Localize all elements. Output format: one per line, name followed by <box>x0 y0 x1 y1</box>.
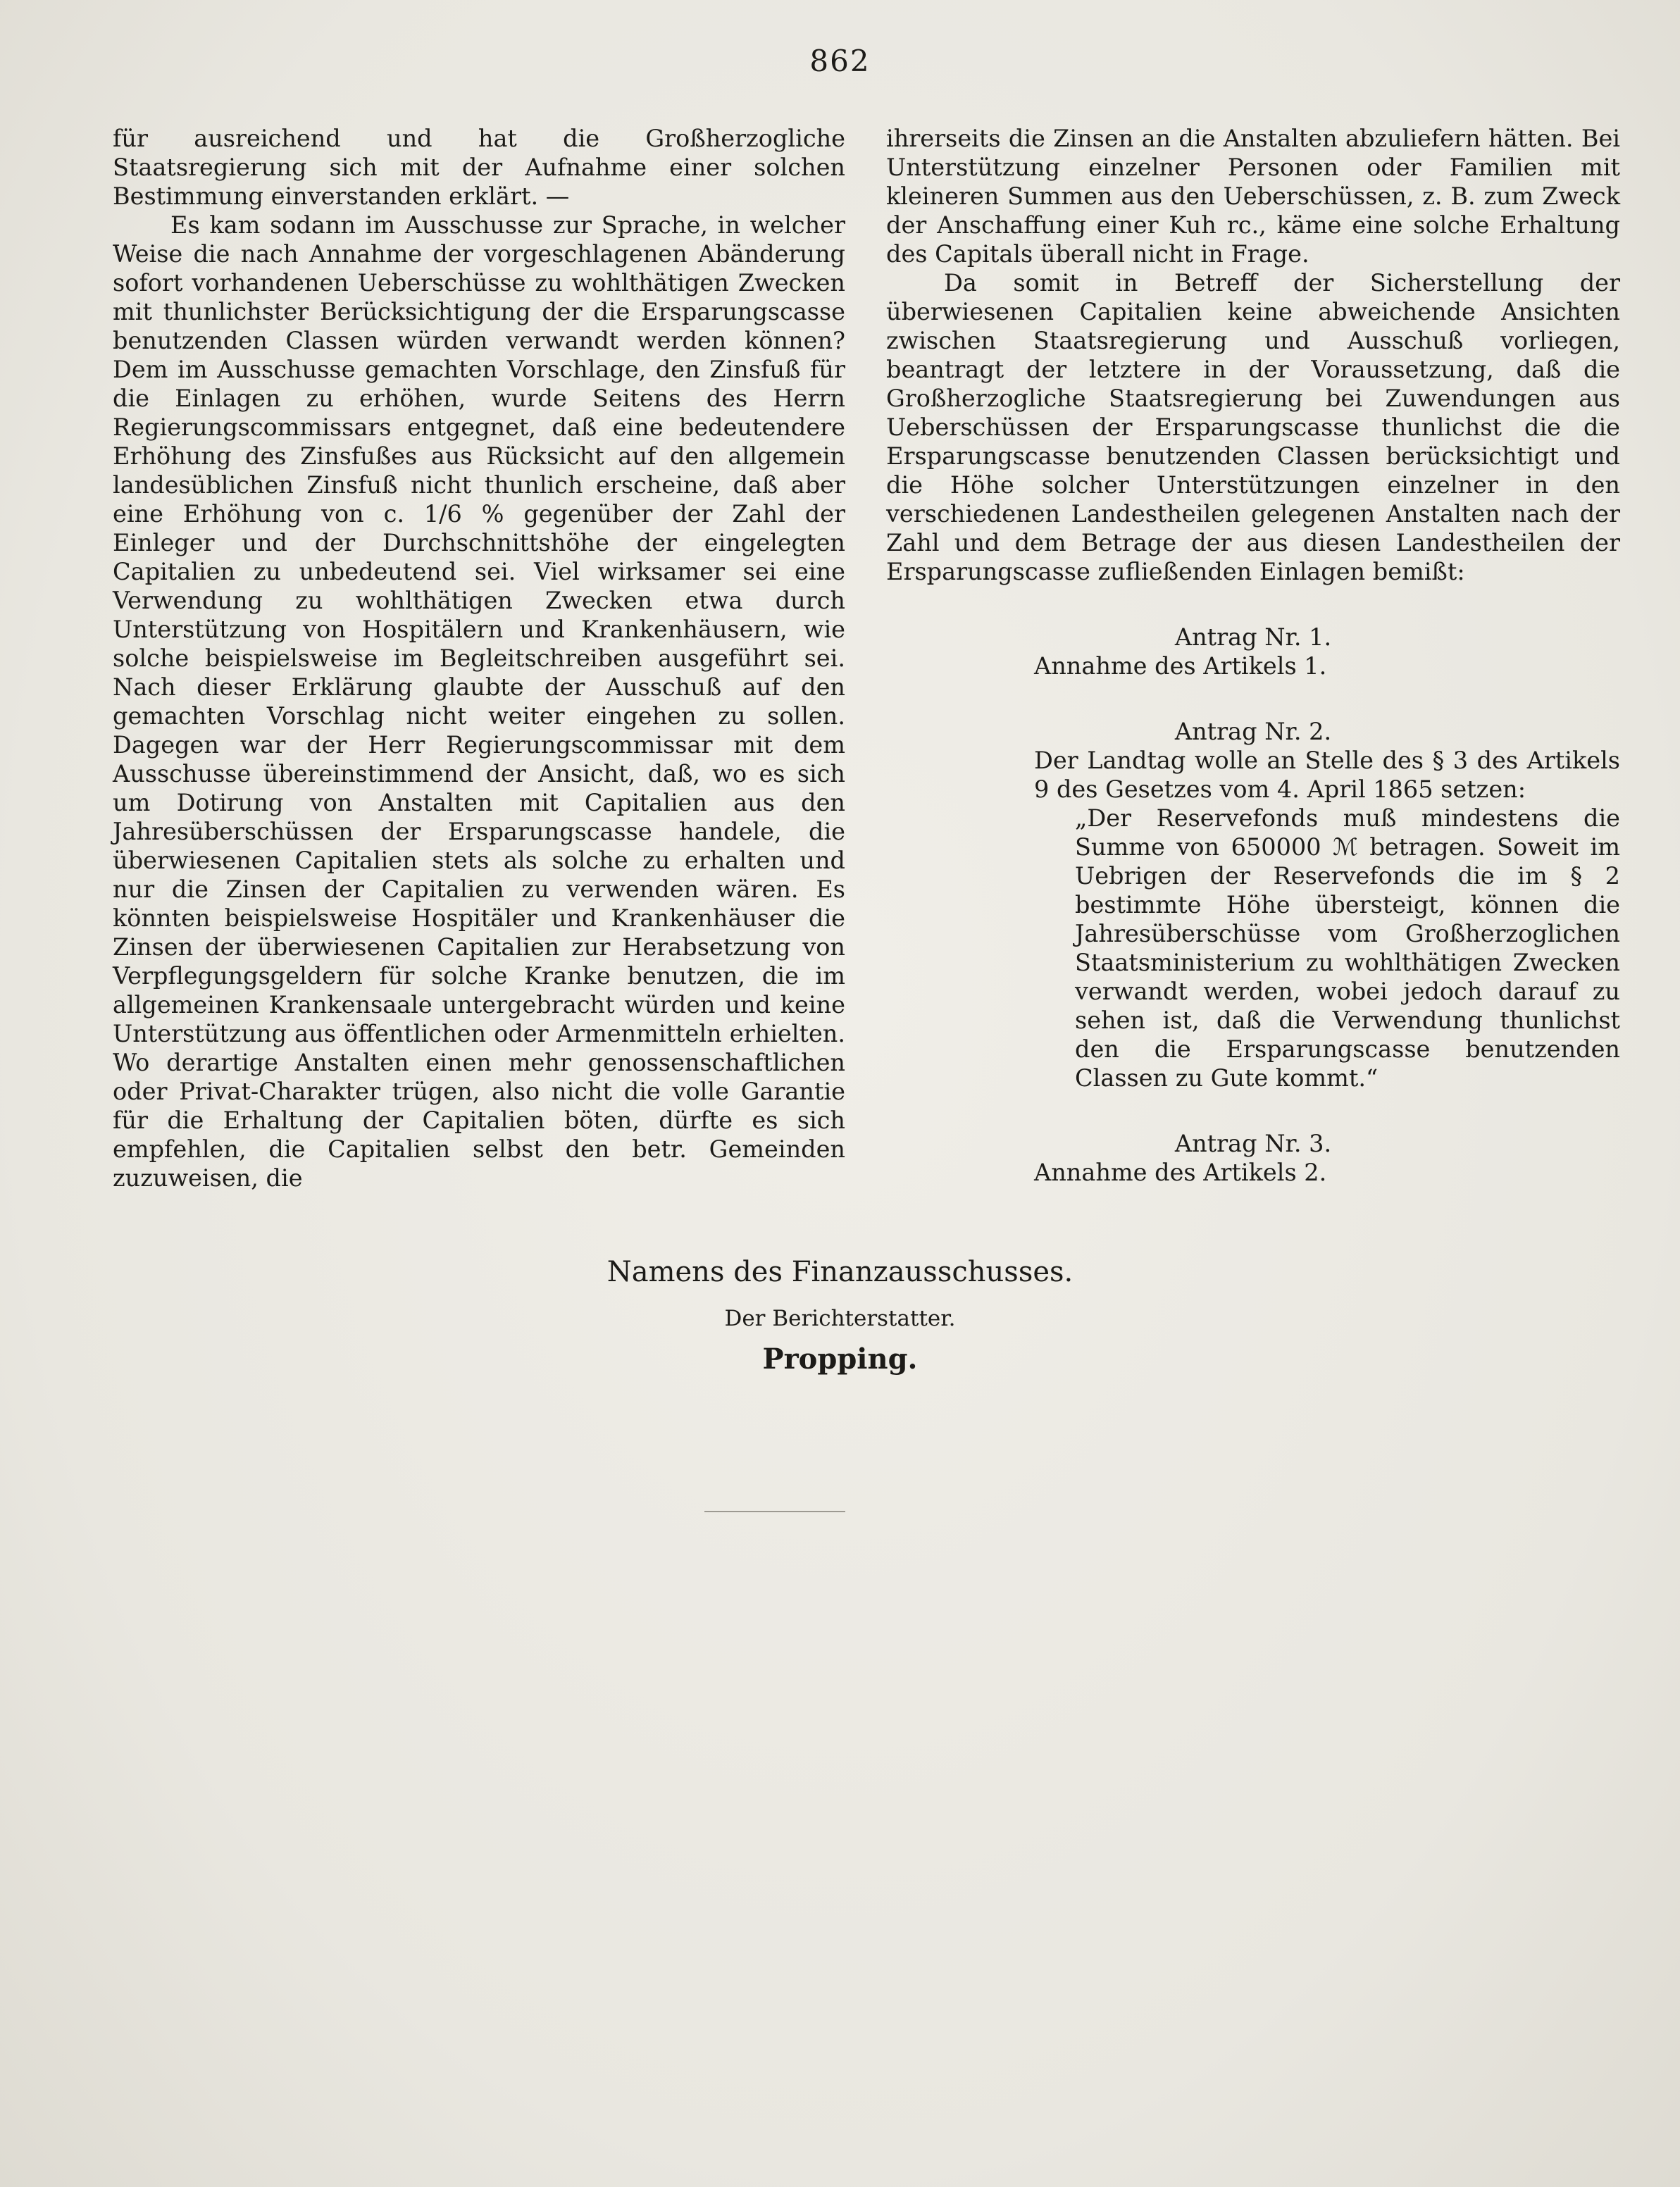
motion-title: Antrag Nr. 2. <box>1174 718 1332 745</box>
motion-body: Annahme des Artikels 2. <box>1034 1159 1327 1186</box>
bleed-through-rule <box>704 1511 845 1512</box>
rapporteur-title: Der Berichterstatter. <box>724 1306 956 1331</box>
rapporteur-name: Propping. <box>762 1342 918 1376</box>
paragraph: ihrerseits die Zinsen an die Anstalten abzuliefern hätten. Bei Unterstützung einzelner Personen oder Familien mit kleineren Summen aus den Ueberschüssen, z. B. zum Zweck der Anschaffung einer Kuh rc., käme eine solche Erhaltung des Capitals überall nicht in Frage. <box>886 125 1620 268</box>
paragraph: Da somit in Betreff der Sicherstellung der überwiesenen Capitalien keine abweichende Ansichten zwischen Staatsregierung und Ausschuß vorliegen, beantragt der letztere in der Voraussetzung, daß die Großherzogliche Staatsregierung bei Zuwendungen aus Ueberschüssen der Ersparungscasse thunlichst die die Ersparungscasse benutzenden Classen berücksichtigt und die Höhe solcher Unterstützungen einzelner in den verschiedenen Landestheilen gelegenen Anstalten nach der Zahl und dem Betrage der aus diesen Landestheilen der Ersparungscasse zufließenden Einlagen bemißt: <box>886 269 1620 585</box>
paragraph: Es kam sodann im Ausschusse zur Sprache, in welcher Weise die nach Annahme der vorgeschlagenen Abänderung sofort vorhandenen Ueberschüsse zu wohlthätigen Zwecken mit thunlichster Berücksichtigung der die Ersparungscasse benutzenden Classen würden verwandt werden können? Dem im Ausschusse gemachten Vorschlage, den Zinsfuß für die Einlagen zu erhöhen, wurde Seitens des Herrn Regierungscommissars entgegnet, daß eine bedeutendere Erhöhung des Zinsfußes aus Rücksicht auf den allgemein landesüblichen Zinsfuß nicht thunlich erscheine, daß aber eine Erhöhung von c. 1/6 % gegenüber der Zahl der Einleger und der Durchschnittshöhe der eingelegten Capitalien zu unbedeutend sei. Viel wirksamer sei eine Verwendung zu wohlthätigen Zwecken etwa durch Unterstützung von Hospitälern und Krankenhäusern, wie solche beispielsweise im Begleitschreiben ausgeführt sei. Nach dieser Erklärung glaubte der Ausschuß auf den gemachten Vorschlag nicht weiter eingehen zu sollen. Dagegen war der Herr Regierungscommissar mit dem Ausschusse übereinstimmend der Ansicht, daß, wo es sich um Dotirung von Anstalten mit Capitalien aus den Jahresüberschüssen der Ersparungscasse handele, die überwiesenen Capitalien stets als solche zu erhalten und nur die Zinsen der Capitalien zu verwenden wären. Es könnten beispielsweise Hospitäler und Krankenhäuser die Zinsen der überwiesenen Capitalien zur Herabsetzung von Verpflegungsgeldern für solche Kranke benutzen, die im allgemeinen Krankensaale untergebracht würden und keine Unterstützung aus öffentlichen oder Armenmitteln erhielten. Wo derartige Anstalten einen mehr genossenschaftlichen oder Privat-Charakter trügen, also nicht die volle Garantie für die Erhaltung der Capitalien böten, dürfte es sich empfehlen, die Capitalien selbst den betr. Gemeinden zuzuweisen, die <box>113 211 845 1192</box>
committee-line: Namens des Finanzausschusses. <box>606 1256 1074 1288</box>
motion-quote: „Der Reservefonds muß mindestens die Summe von 650000 ℳ betragen. Soweit im Uebrigen der Reservefonds die im § 2 bestimmte Höhe übersteigt, können die Jahresüberschüsse vom Großherzoglichen Staatsministerium zu wohlthätigen Zwecken verwandt werden, wobei jedoch darauf zu sehen ist, daß die Verwendung thunlichst den die Ersparungscasse benutzenden Classen zu Gute kommt.“ <box>1075 804 1620 1092</box>
paragraph: für ausreichend und hat die Großherzogliche Staatsregierung sich mit der Aufnahme einer solchen Bestimmung einverstanden erklärt. — <box>113 125 845 210</box>
right-column <box>886 124 1620 1187</box>
left-column <box>113 124 845 1192</box>
page-number: 862 <box>809 44 871 78</box>
motion-body: Der Landtag wolle an Stelle des § 3 des Artikels 9 des Gesetzes vom 4. April 1865 setzen: <box>1034 747 1620 803</box>
signature-block <box>0 1254 1680 1378</box>
motion-title: Antrag Nr. 3. <box>1174 1130 1332 1157</box>
motion-title: Antrag Nr. 1. <box>1174 623 1332 651</box>
motion-body: Annahme des Artikels 1. <box>1034 652 1327 680</box>
